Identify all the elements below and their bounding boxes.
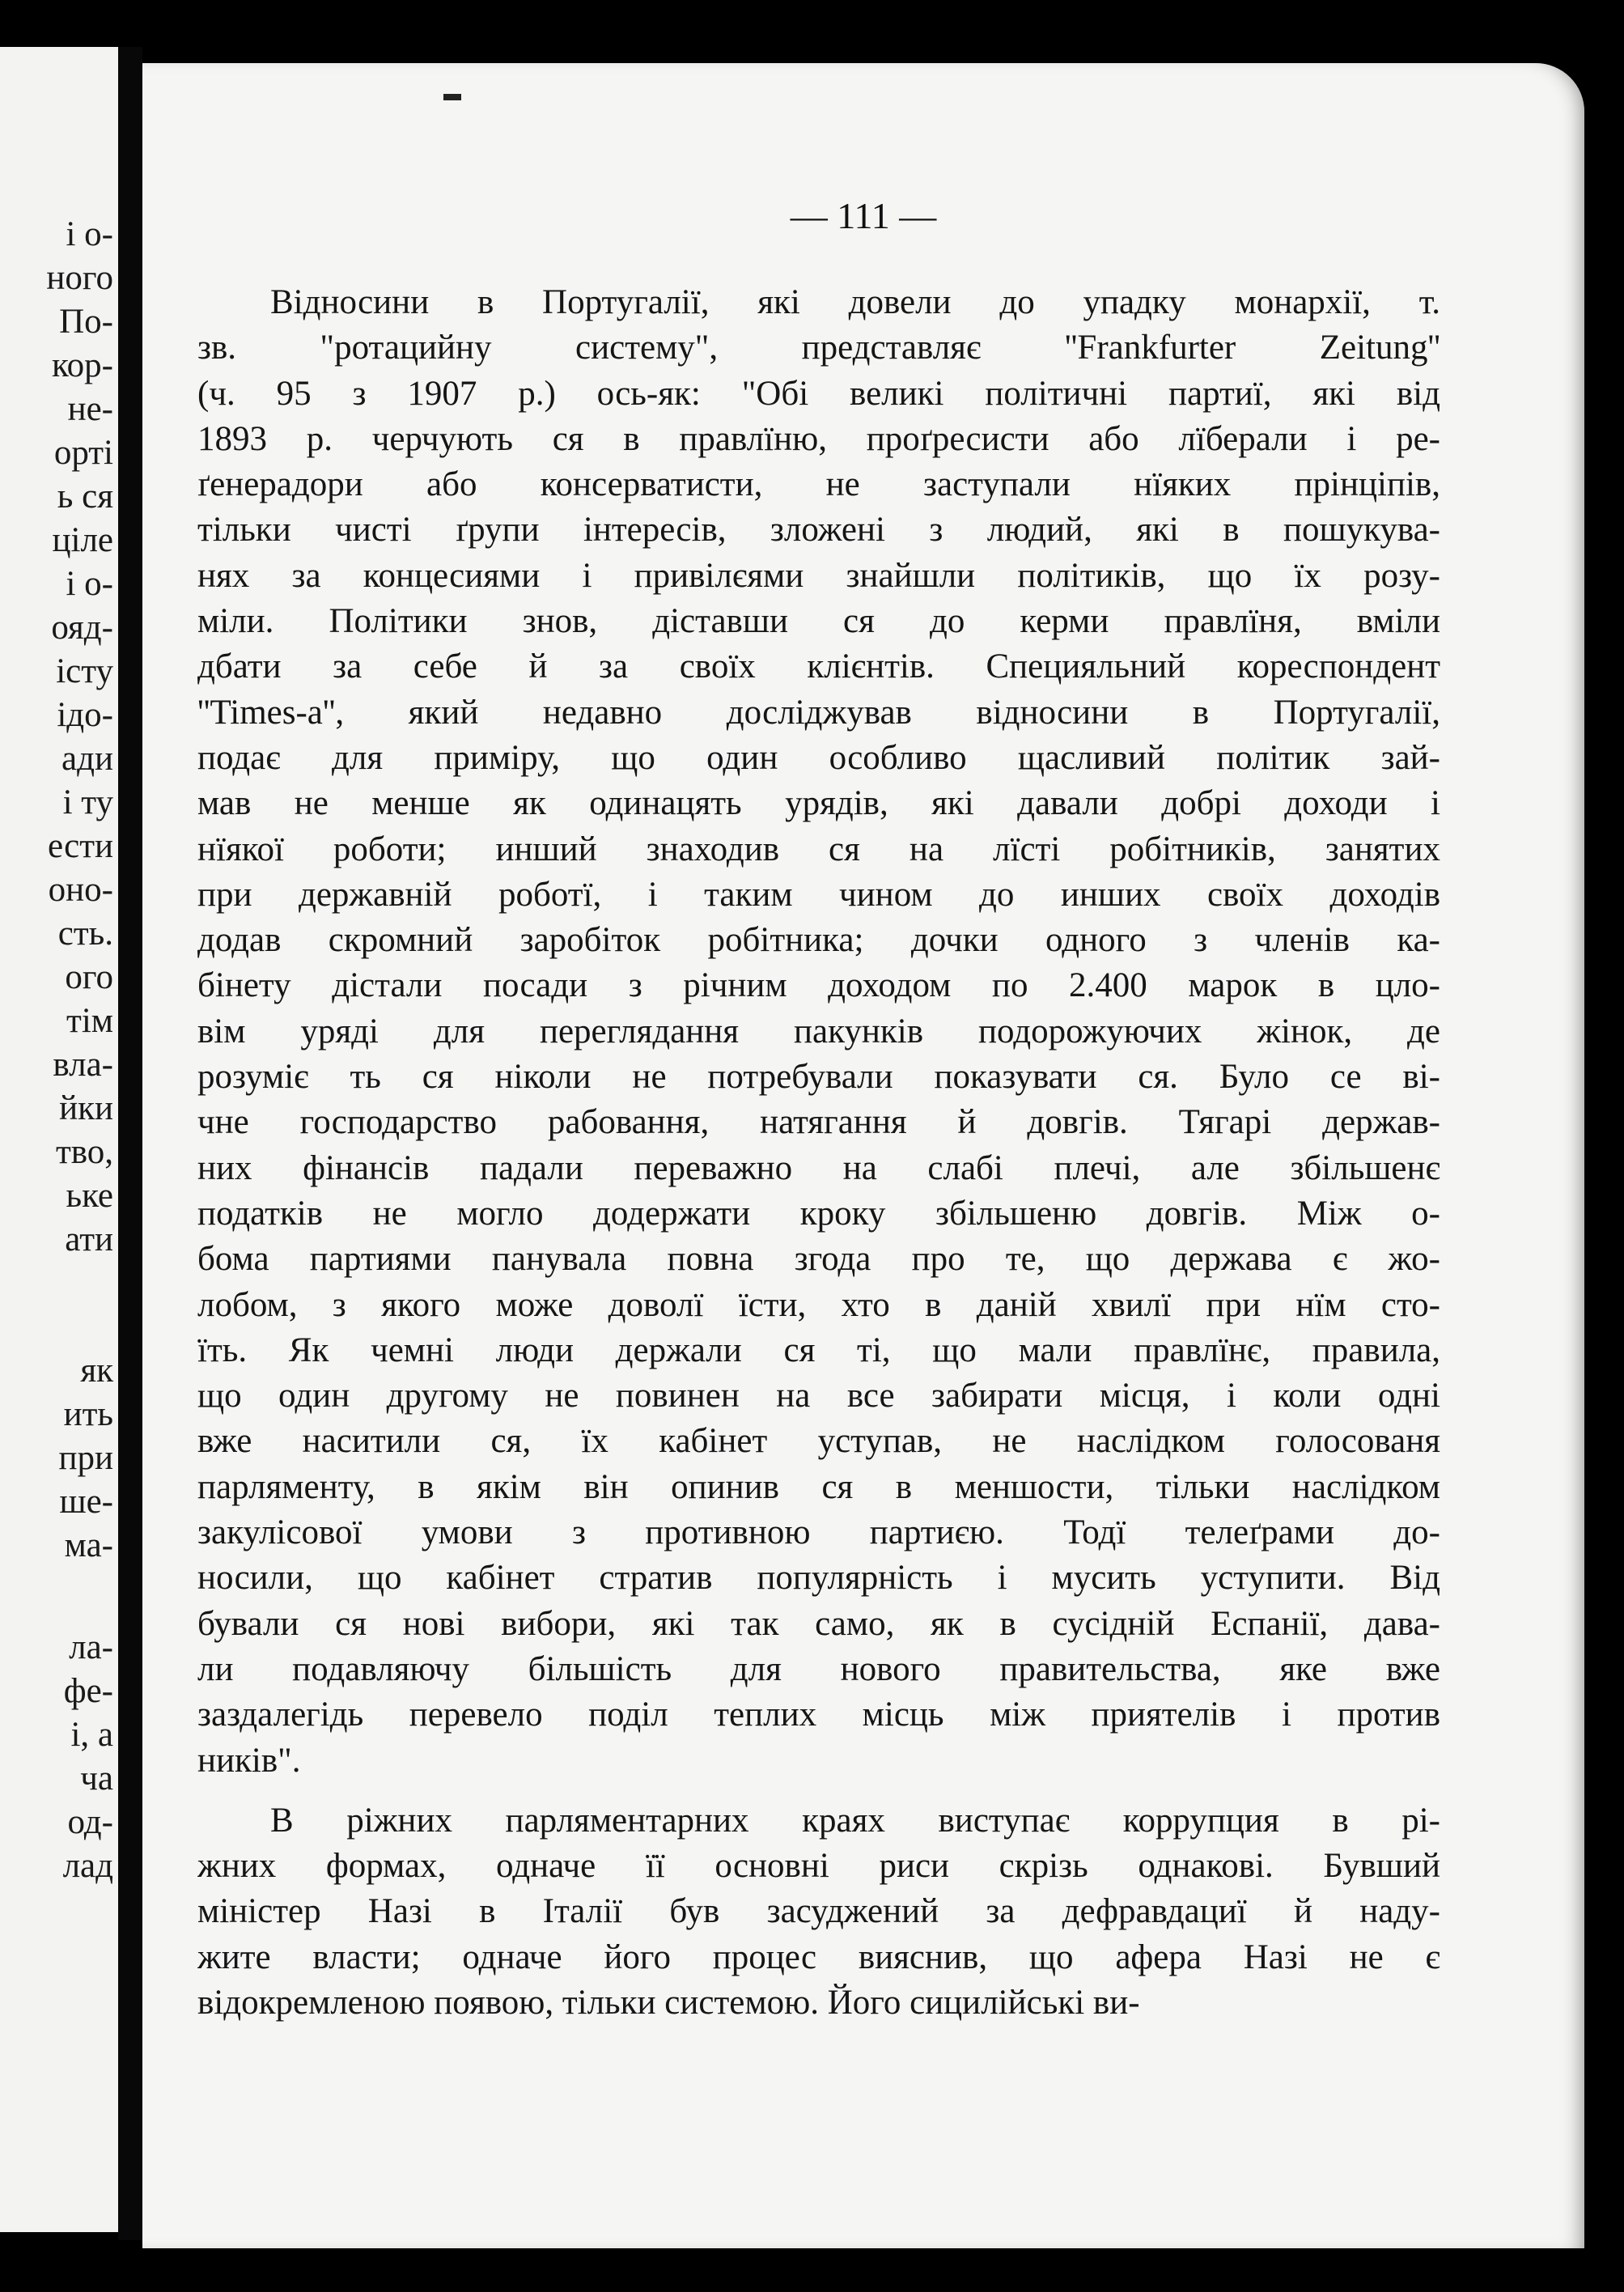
fragment-line: оно- (48, 871, 113, 909)
text-line: Відносини в Португалії, які довели до упадку монархії, т. (270, 283, 1440, 321)
fragment-line: ати (65, 1220, 113, 1258)
text-line: міністер Назі в Італії був засуджений за дефравдациї й наду- (197, 1892, 1440, 1931)
text-line: заздалегідь перевело поділ теплих місць між приятелів і против (197, 1696, 1440, 1734)
print-speck (443, 94, 461, 100)
text-line: зв. "ротацийну систему", представляє ''Frankfurter Zeitung'' (197, 329, 1440, 367)
text-line: міли. Політики знов, діставши ся до керми правлїня, вміли (197, 602, 1440, 641)
fragment-line: ціле (52, 521, 113, 559)
text-line: ників". (197, 1741, 301, 1780)
paragraph (197, 1798, 1440, 2026)
text-line: чне господарство рабовання, натягання й довгів. Тягарі держав- (197, 1103, 1440, 1142)
fragment-line: од- (67, 1803, 113, 1841)
fragment-line: ь ся (57, 478, 113, 516)
fragment-line: кор- (51, 346, 113, 384)
text-line: парляменту, в якім він опинив ся в меншости, тільки наслідком (197, 1467, 1440, 1506)
text-line: носили, що кабінет стратив популярність і мусить уступити. Від (197, 1559, 1440, 1598)
fragment-line: тво, (55, 1133, 113, 1171)
fragment-line: орті (53, 434, 113, 472)
fragment-line: істу (56, 652, 113, 690)
fragment-line: лад (62, 1847, 113, 1885)
fragment-line: ого (65, 958, 113, 996)
text-line: нїякої роботи; инший знаходив ся на лїсті робітників, занятих (197, 830, 1440, 868)
text-line: вім уряді для переглядання пакунків подорожуючих жінок, де (197, 1012, 1440, 1050)
text-line: розуміє ть ся ніколи не потребували показувати ся. Було се ві- (197, 1058, 1440, 1097)
text-line: ґенерадори або консерватисти, не заступали нїяких прінціпів, (197, 465, 1440, 504)
text-line: їть. Як чемні люди держали ся ті, що мали правлїнє, правила, (197, 1331, 1440, 1369)
fragment-line: фе- (63, 1672, 113, 1710)
text-line: жних формах, одначе її основні риси скрізь однакові. Бувший (197, 1847, 1440, 1886)
fragment-line: тім (66, 1002, 113, 1040)
paragraph (197, 280, 1440, 1784)
fragment-line: ади (61, 740, 113, 778)
text-line: подає для приміру, що один особливо щасливий політик зай- (197, 738, 1440, 777)
text-line: 1893 р. черчують ся в правлїню, проґресисти або лїберали і ре- (197, 419, 1440, 458)
text-line: вже наситили ся, їх кабінет уступав, не наслідком голосованя (197, 1422, 1440, 1461)
fragment-line: сть. (57, 915, 113, 953)
fragment-line: ести (47, 827, 113, 865)
fragment-line: не- (67, 390, 113, 428)
fragment-line: ояд- (51, 609, 113, 647)
fragment-line: ла- (69, 1628, 113, 1666)
text-line: лобом, з якого може доволї їсти, хто в даній хвилї при нїм сто- (197, 1285, 1440, 1324)
text-line: мав не менше як одинацять урядів, які давали добрі доходи і (197, 784, 1440, 823)
text-line: податків не могло додержати кроку збільшеню довгів. Між о- (197, 1194, 1440, 1233)
text-line: них фінансів падали переважно на слабі плечі, але збільшенє (197, 1148, 1440, 1187)
text-line: ли подавляючу більшість для нового правительства, яке вже (197, 1649, 1440, 1688)
book-page (142, 63, 1584, 2248)
fragment-line: вла- (53, 1046, 113, 1084)
text-line: бінету дістали посади з річним доходом по 2.400 марок в цло- (197, 966, 1440, 1005)
text-line: що один другому не повинен на все забирати місця, і коли одні (197, 1377, 1440, 1416)
text-line: додав скромний заробіток робітника; дочки одного з членів ка- (197, 921, 1440, 960)
fragment-line: при (58, 1439, 113, 1477)
fragment-line: і о- (66, 565, 113, 603)
previous-page-fragment (0, 47, 118, 2232)
fragment-line: як (80, 1352, 113, 1390)
text-line: жите власти; одначе його процес вияснив, що афера Назі не є (197, 1938, 1440, 1976)
fragment-line: і о- (66, 215, 113, 253)
text-line: при державній роботї, і таким чином до инших своїх доходів (197, 875, 1440, 914)
fragment-line: ше- (59, 1483, 113, 1521)
book-gutter (118, 47, 142, 2240)
fragment-line: ить (63, 1395, 113, 1433)
body-text (197, 280, 1440, 2026)
text-line: бували ся нові вибори, які так само, як в сусідній Еспанії, дава- (197, 1604, 1440, 1643)
fragment-line: і ту (62, 783, 113, 821)
text-line: дбати за себе й за своїх клієнтів. Специяльний кореспондент (197, 647, 1440, 686)
fragment-line: ьке (66, 1177, 113, 1215)
fragment-line: ча (80, 1759, 113, 1798)
fragment-line: і, а (70, 1716, 113, 1754)
text-line: В ріжних парляментарних краях виступає коррупция в рі- (270, 1801, 1440, 1840)
fragment-line: ного (46, 259, 113, 297)
page-number: — 111 — (790, 195, 937, 236)
text-line: бома партиями панувала повна згода про те, що держава є жо- (197, 1240, 1440, 1279)
fragment-line: ідо- (57, 696, 113, 734)
text-line: нях за концесиями і привілєями знайшли політиків, що їх розу- (197, 556, 1440, 595)
text-line: (ч. 95 з 1907 р.) ось-як: "Обі великі політичні партиї, які від (197, 374, 1440, 413)
fragment-line: По- (59, 303, 113, 341)
text-line: тільки чисті ґрупи інтересів, зложені з людий, які в пошукува- (197, 511, 1440, 550)
text-line: закулісової умови з противною партиєю. Тодї телеґрами до- (197, 1513, 1440, 1552)
text-line: ''Times-a'', який недавно досліджував відносини в Португалії, (197, 693, 1440, 732)
text-line: відокремленою появою, тільки системою. Його сицилійські ви- (197, 1983, 1140, 2022)
fragment-line: йки (59, 1089, 113, 1127)
fragment-line: ма- (64, 1526, 113, 1564)
